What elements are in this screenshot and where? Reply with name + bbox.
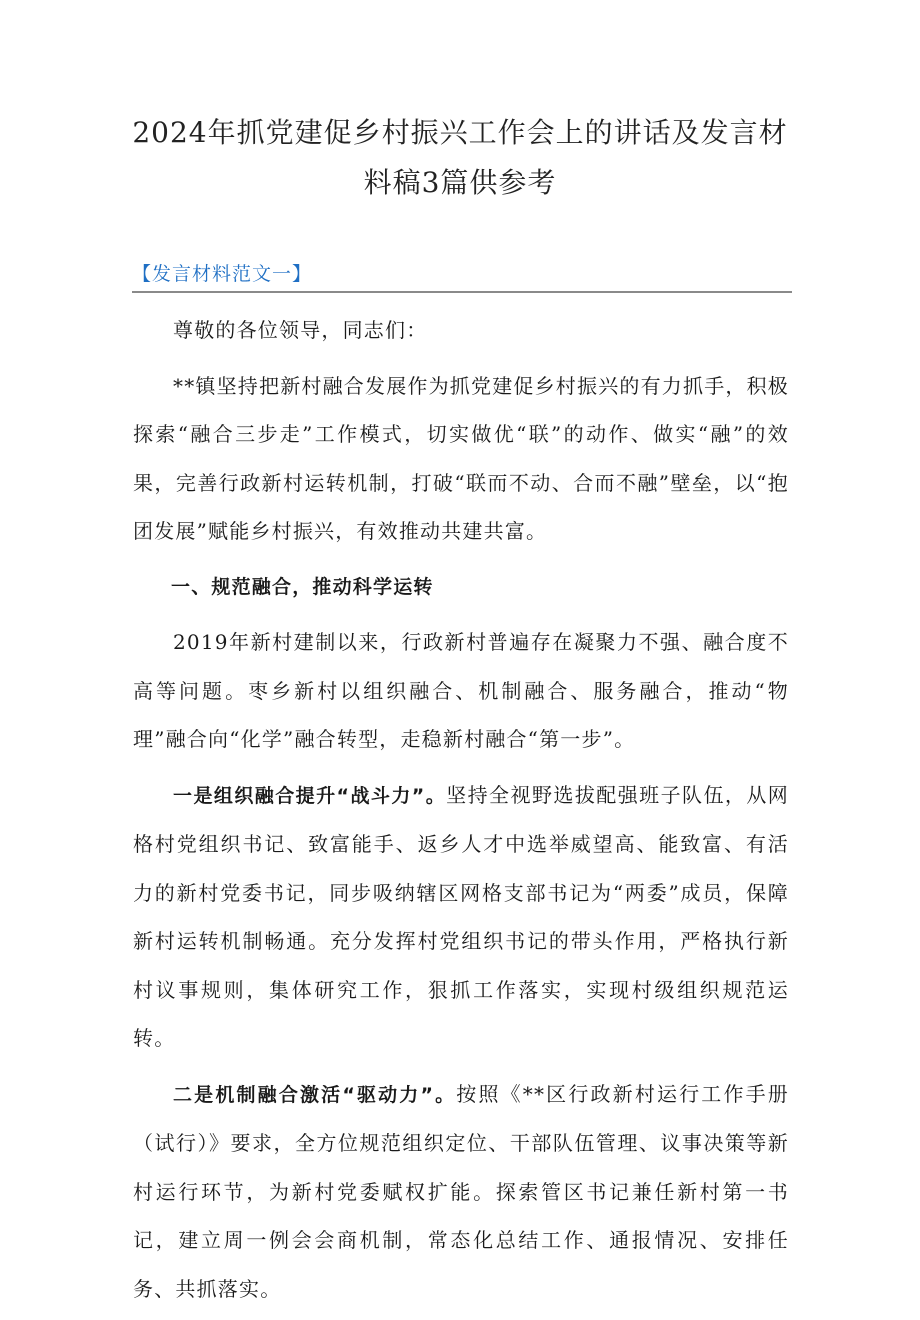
paragraph-3 xyxy=(133,1070,789,1314)
document-title xyxy=(120,108,800,208)
intro-paragraph: **镇坚持把新村融合发展作为抓党建促乡村振兴的有力抓手，积极探索“融合三步走”工作模式，切实做优“联”的动作、做实“融”的效果，完善行政新村运转机制，打破“联而不动、合而不融”壁垒，以“抱团发展”赋能乡村振兴，有效推动共建共富。 xyxy=(133,373,789,543)
section-label: 【发言材料范文一】 xyxy=(132,263,313,285)
paragraph-1: 2019年新村建制以来，行政新村普遍存在凝聚力不强、融合度不高等问题。枣乡新村以组织融合、机制融合、服务融合，推动“物理”融合向“化学”融合转型，走稳新村融合“第一步”。 xyxy=(133,630,789,751)
title-line-1: 2024年抓党建促乡村振兴工作会上的讲话及发言材 xyxy=(132,116,788,149)
paragraph-2-lead: 一是组织融合提升“战斗力”。 xyxy=(173,784,447,807)
title-line-2: 料稿3篇供参考 xyxy=(363,166,557,199)
paragraph-3-lead: 二是机制融合激活“驱动力”。 xyxy=(173,1083,457,1106)
paragraph-3-body: 按照《**区行政新村运行工作手册（试行）》要求，全方位规范组织定位、干部队伍管理、议事决策等新村运行环节，为新村党委赋权扩能。探索管区书记兼任新村第一书记，建立周一例会会商机制，常态化总结工作、通报情况、安排任务、共抓落实。 xyxy=(133,1081,790,1301)
section-divider xyxy=(132,291,792,293)
section-heading-1: 一、规范融合，推动科学运转 xyxy=(171,575,434,598)
paragraph-2 xyxy=(133,771,789,1063)
document-body xyxy=(133,306,789,1320)
greeting-paragraph: 尊敬的各位领导，同志们： xyxy=(173,318,428,342)
paragraph-2-body: 坚持全视野选拔配强班子队伍，从网格村党组织书记、致富能手、返乡人才中选举威望高、能致富、有活力的新村党委书记，同步吸纳辖区网格支部书记为“两委”成员，保障新村运转机制畅通。充分发挥村党组织书记的带头作用，严格执行新村议事规则，集体研究工作，狠抓工作落实，实现村级组织规范运转。 xyxy=(133,782,790,1050)
